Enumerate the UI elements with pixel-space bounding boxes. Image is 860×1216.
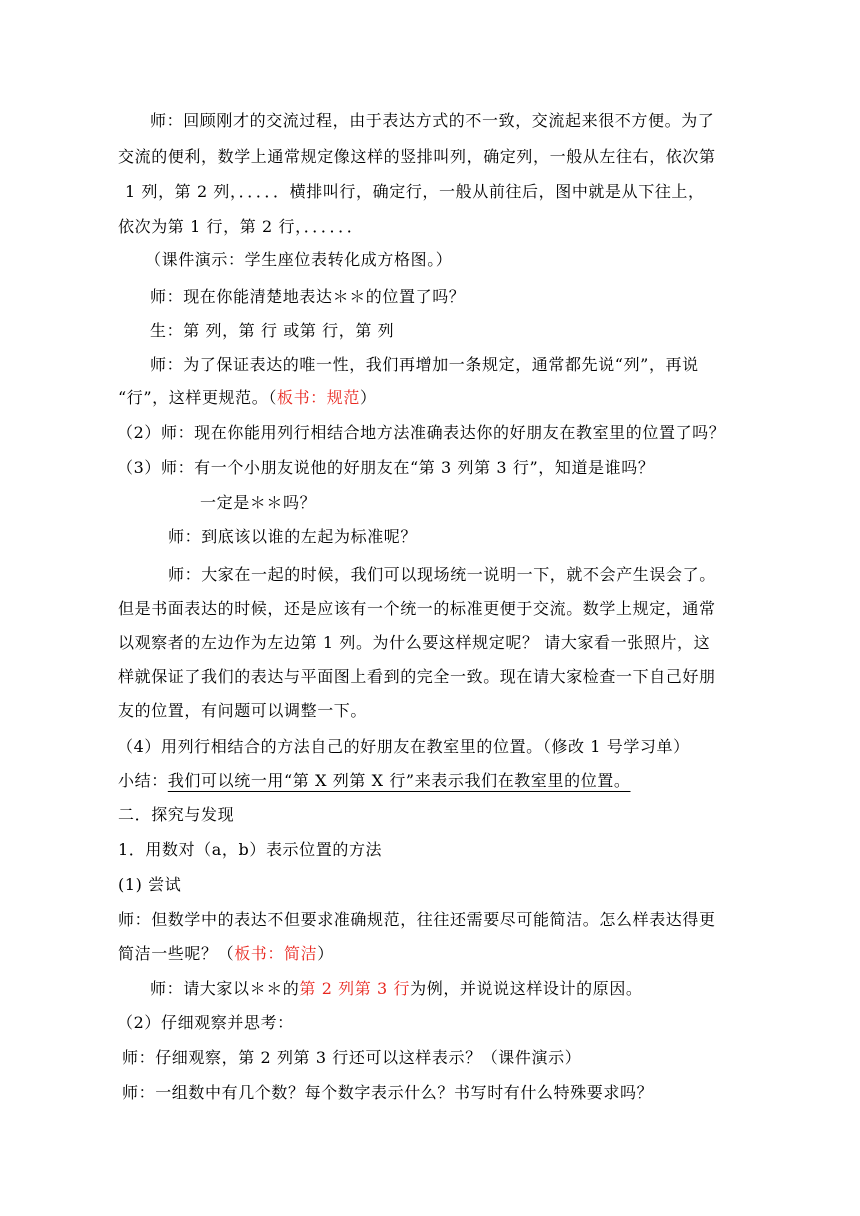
subsection-heading: 1．用数对（a，b）表示位置的方法: [118, 840, 383, 859]
line-text: 简洁一些呢？（: [118, 944, 235, 963]
paragraph-line: 师：为了保证表达的唯一性，我们再增加一条规定，通常都先说“列”，再说: [150, 355, 699, 374]
paragraph-line: 交流的便利，数学上通常规定像这样的竖排叫列，确定列，一般从左往右，依次第: [118, 147, 716, 166]
paragraph-line: [150, 974, 775, 1004]
step-heading: （2）仔细观察并思考：: [117, 1013, 294, 1032]
paragraph-line: 生：第 列，第 行 或第 行，第 列: [150, 321, 395, 340]
paragraph-line: 师：但数学中的表达不但要求准确规范，往往还需要尽可能简洁。怎么样表达得更: [118, 910, 716, 929]
line-text: 为例，并说说这样设计的原因。: [410, 979, 643, 998]
paragraph-line: 师：现在你能清楚地表达＊＊的位置了吗？: [150, 287, 466, 306]
section-heading: 二．探究与发现: [118, 805, 235, 824]
paragraph-line: 师：到底该以谁的左起为标准呢？: [168, 527, 418, 546]
paragraph-line: 师：回顾刚才的交流过程，由于表达方式的不一致，交流起来很不方便。为了: [150, 111, 715, 130]
paragraph-line: 一定是＊＊吗？: [200, 493, 317, 512]
paragraph-line: （2）师：现在你能用列行相结合地方法准确表达你的好朋友在教室里的位置了吗？: [117, 423, 726, 442]
paragraph-line: 师：仔细观察，第 2 列第 3 行还可以这样表示？（课件演示）: [122, 1048, 582, 1067]
paragraph-line: 样就保证了我们的表达与平面图上看到的完全一致。现在请大家检查一下自己好朋: [118, 667, 716, 686]
paragraph-line: 1 列，第 2 列，．．．．．横排叫行，确定行，一般从前往后，图中就是从下往上，: [125, 182, 705, 201]
summary-label: 小结：: [118, 771, 168, 790]
courseware-note: （课件演示：学生座位表转化成方格图。）: [145, 250, 453, 269]
board-note-standard: 板书：规范: [276, 388, 360, 407]
paragraph-line: 依次为第 1 行，第 2 行，．．．．．．: [118, 217, 364, 236]
paragraph-line: 但是书面表达的时候，还是应该有一个统一的标准更便于交流。数学上规定，通常: [118, 599, 716, 618]
paragraph-line: （3）师：有一个小朋友说他的好朋友在“第 3 列第 3 行”，知道是谁吗？: [117, 458, 655, 477]
paragraph-line: 师：大家在一起的时候，我们可以现场统一说明一下，就不会产生误会了。: [168, 565, 716, 584]
board-note-concise: 板书：简洁: [234, 944, 318, 963]
summary-line: [118, 766, 743, 796]
paragraph-line: [118, 383, 743, 413]
paragraph-line: 友的位置，有问题可以调整一下。: [118, 701, 368, 720]
line-text: 师：请大家以＊＊的: [150, 979, 300, 998]
line-text: “行”，这样更规范。（: [118, 388, 277, 407]
paragraph-line: 师：一组数中有几个数？每个数字表示什么？书写时有什么特殊要求吗？: [122, 1083, 654, 1102]
paragraph-line: 以观察者的左边作为左边第 1 列。为什么要这样规定呢？ 请大家看一张照片，这: [118, 633, 711, 652]
summary-text: 我们可以统一用“第 X 列第 X 行”来表示我们在教室里的位置。: [167, 771, 631, 790]
paragraph-line: （4）用列行相结合的方法自己的好朋友在教室里的位置。（修改 1 号学习单）: [117, 737, 690, 756]
highlight-position: 第 2 列第 3 行: [299, 979, 411, 998]
paragraph-line: [118, 939, 743, 969]
line-text: ）: [317, 944, 334, 963]
line-text: ）: [359, 388, 377, 407]
step-heading: (1) 尝试: [118, 875, 182, 894]
